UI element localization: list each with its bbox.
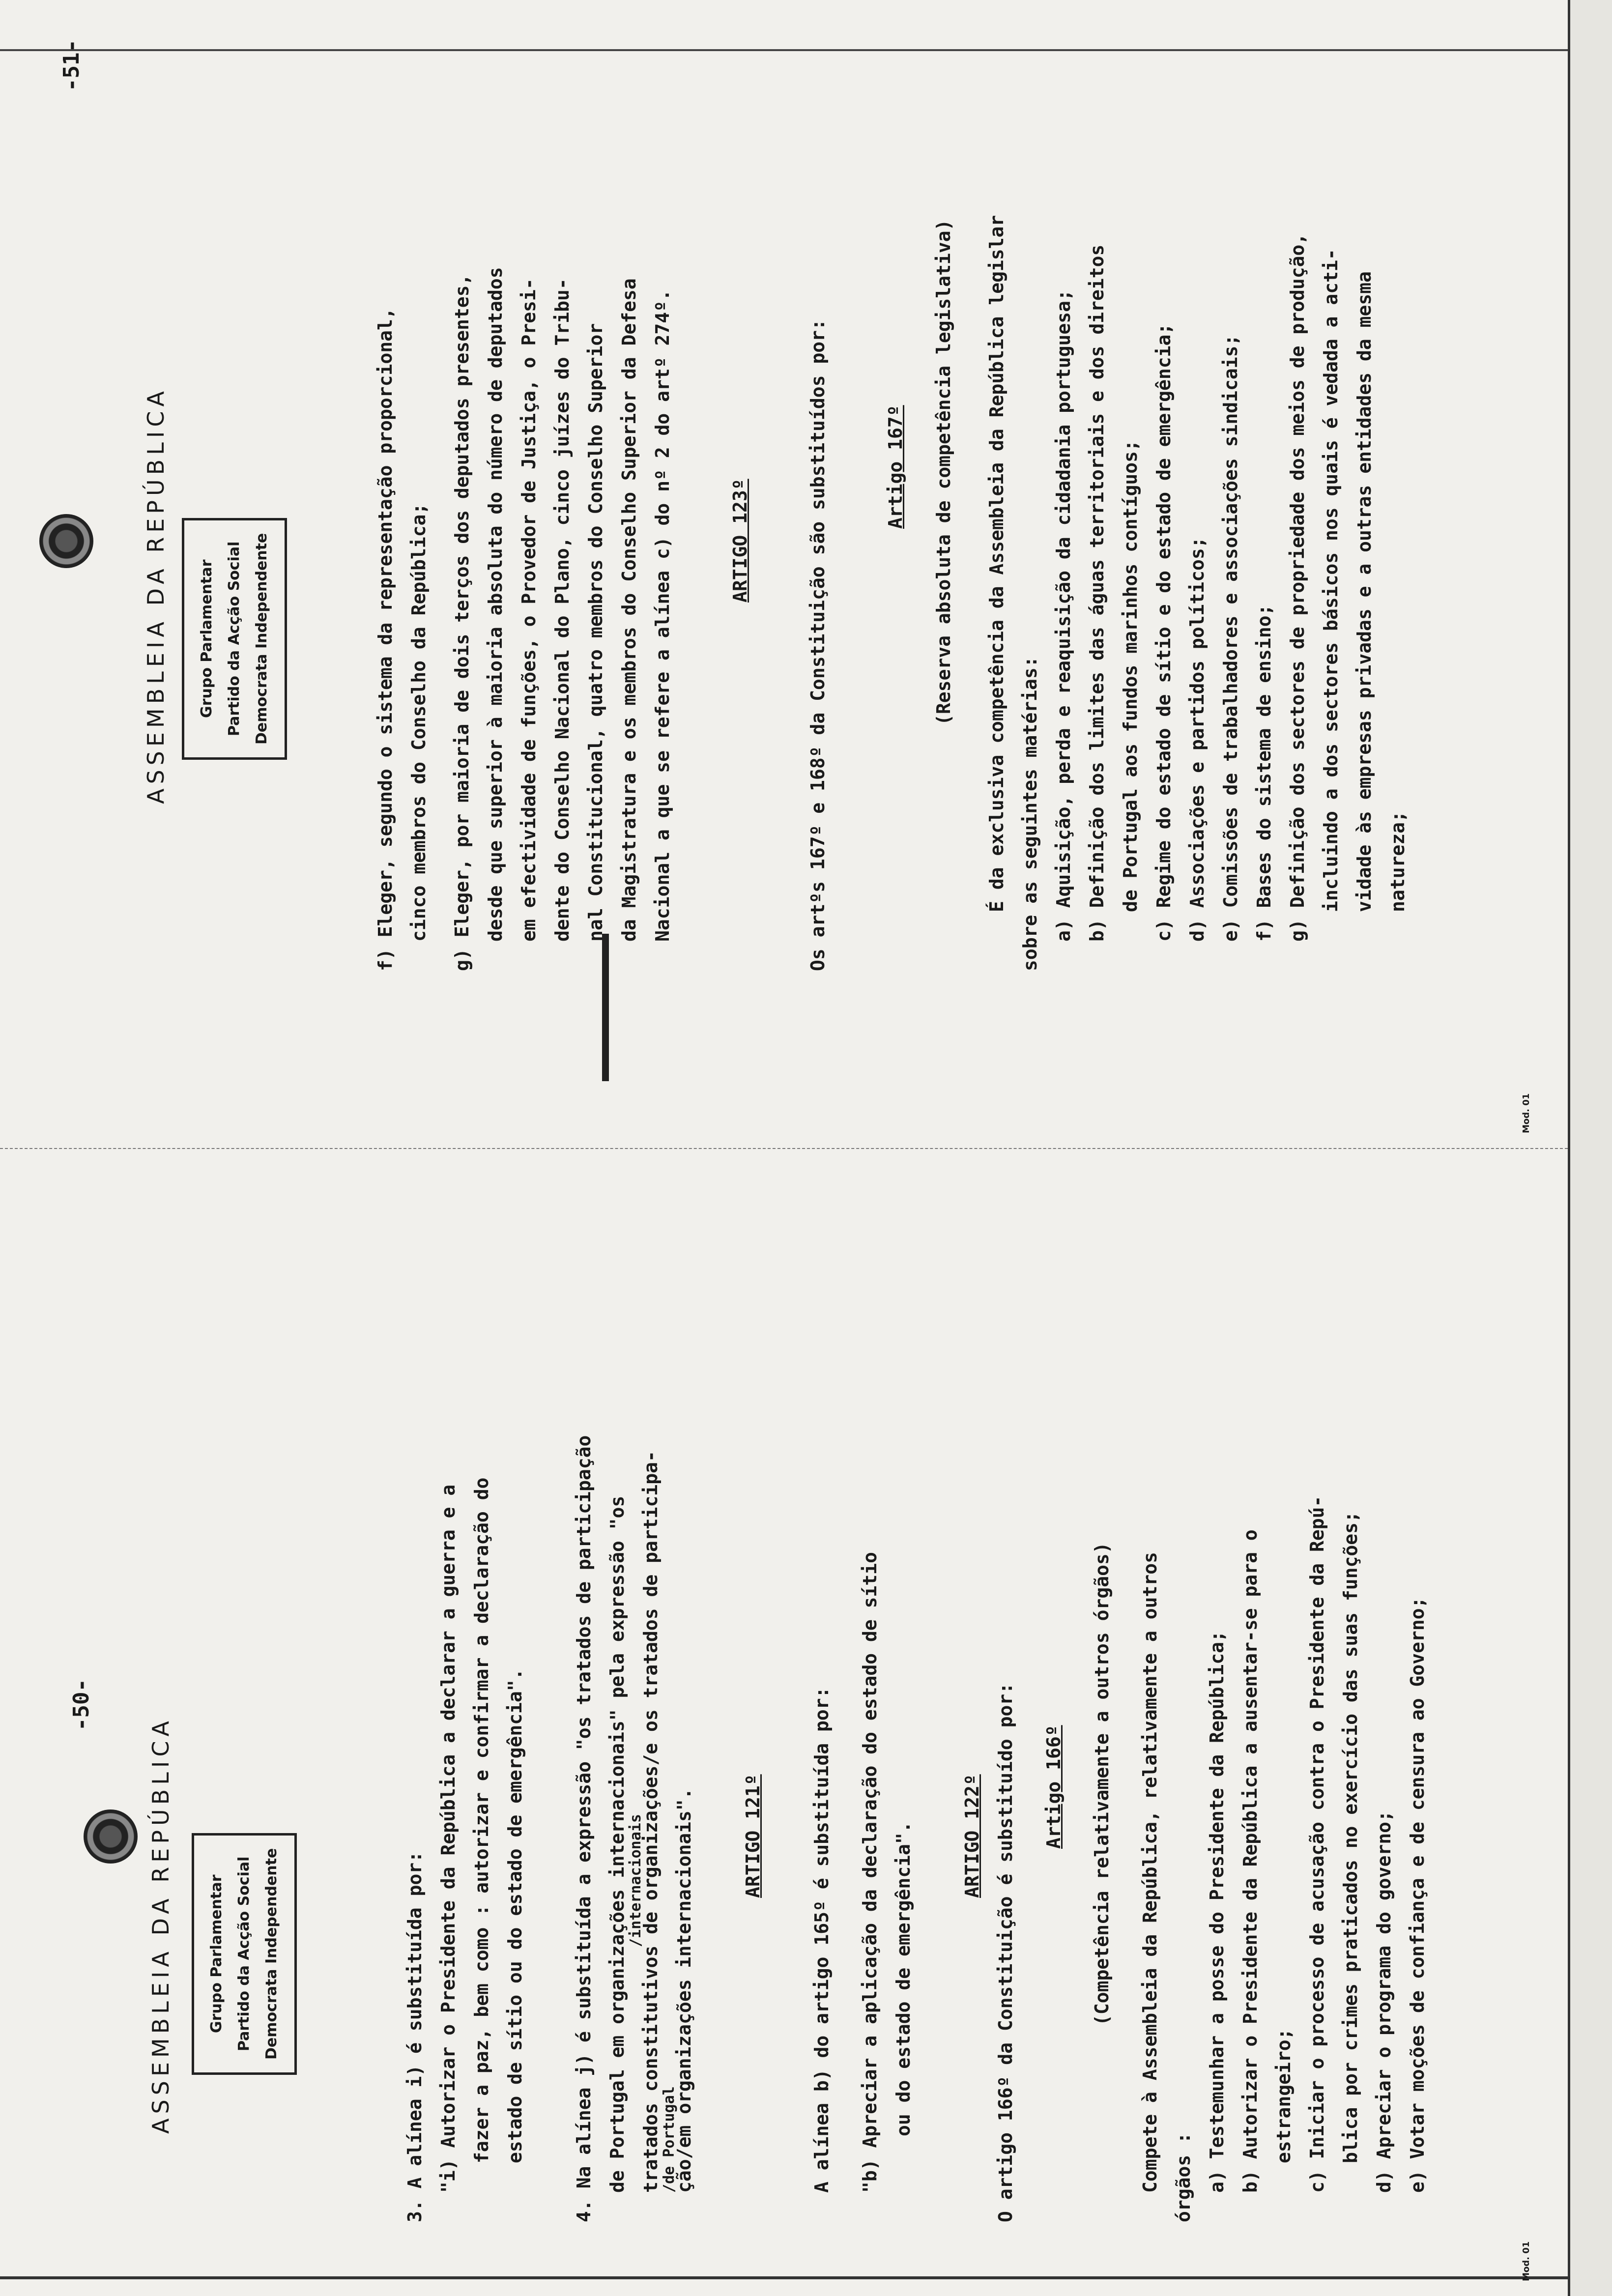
text-line: f) Bases do sistema de ensino; <box>1253 604 1275 942</box>
assembly-header-title: ASSEMBLEIA DA REPÚBLICA <box>147 1716 174 2134</box>
text-line: nal Constitucional, quatro membros do Conselho Superior <box>585 323 606 942</box>
text-line: "b) Apreciar a aplicação da declaração do estado de sítio <box>859 1551 881 2193</box>
interlinear-insertion: /internacionais <box>627 1814 644 1947</box>
page-number: -51- <box>59 39 84 91</box>
text-line: f) Eleger, segundo o sistema da representação proporcional, <box>374 308 396 971</box>
text-line: b) Definição dos limites das águas territoriais e dos direitos <box>1086 244 1108 942</box>
text-line: ou do estado de emergência". <box>892 1821 914 2136</box>
group-line-1: Grupo Parlamentar <box>208 1874 225 2034</box>
text-line: órgãos : <box>1173 2132 1194 2222</box>
text-line: Compete à Assembleia da República, relativamente a outros <box>1139 1551 1161 2193</box>
text-line: em efectividade de funções, o Provedor de Justiça, o Presi- <box>518 278 540 942</box>
text-line: Nacional a que se refere a alínea c) do nº 2 do artº 274º. <box>652 289 673 942</box>
article-heading: ARTIGO 123º <box>729 479 751 603</box>
text-line: a) Aquisição, perda e reaquisição da cidadania portuguesa; <box>1053 289 1074 942</box>
text-line: 4. Na alínea j) é substituída a expressão "os tratados de participação <box>573 1435 595 2222</box>
text-line: "i) Autorizar o Presidente da República a declarar a guerra e a <box>437 1484 459 2193</box>
coat-of-arms-emblem-icon <box>84 1809 138 1864</box>
group-line-1: Grupo Parlamentar <box>198 559 215 718</box>
article-subtitle: (Competência relativamente a outros órgãos) <box>1091 1542 1113 2026</box>
text-line: d) Associações e partidos políticos; <box>1186 537 1208 942</box>
text-line: g) Eleger, por maioria de dois terços dos deputados presentes, <box>451 274 473 971</box>
form-model-mark: Mod. 01 <box>1521 1093 1531 1133</box>
text-line: Os artºs 167º e 168º da Constituição são substituídos por: <box>807 319 829 971</box>
text-line: tratados constitutivos de organizações/e os tratados de participa- <box>640 1451 662 2193</box>
page-51 <box>0 0 1563 1148</box>
text-line: vidade às empresas privadas e a outras entidades da mesma <box>1353 271 1375 912</box>
group-line-3: Democrata Independente <box>253 533 270 745</box>
group-line-2: Partido da Acção Social <box>235 1856 253 2052</box>
text-line: blica por crimes praticados no exercício das suas funções; <box>1340 1511 1361 2163</box>
text-line: estado de sítio ou do estado de emergência". <box>504 1668 526 2163</box>
page-number: -50- <box>69 1679 94 1731</box>
article-heading: ARTIGO 121º <box>742 1774 764 1898</box>
page-50-body <box>398 1435 1434 2222</box>
text-line: c) Regime do estado de sítio e do estado de emergência; <box>1153 323 1175 942</box>
text-line: ção/em organizações internacionais". <box>673 1788 695 2193</box>
text-line: desde que superior à maioria absoluta do número de deputados <box>485 267 506 942</box>
text-line: O artigo 166º da Constituição é substituído por: <box>995 1682 1016 2222</box>
parliamentary-group-box <box>182 518 287 760</box>
text-line: 3. A alínea i) é substituída por: <box>404 1851 426 2222</box>
article-subtitle: (Reserva absoluta de competência legislativa) <box>933 219 954 725</box>
text-line: É da exclusiva competência da Assembleia da República legislar <box>986 215 1008 912</box>
text-line: a) Testemunhar a posse do Presidente da República; <box>1206 1631 1228 2193</box>
article-subheading: Artigo 167º <box>885 405 906 529</box>
coat-of-arms-emblem-icon <box>39 514 93 568</box>
assembly-header-title: ASSEMBLEIA DA REPÚBLICA <box>143 386 169 804</box>
text-line: natureza; <box>1387 811 1409 912</box>
text-line: sobre as seguintes matérias: <box>1019 656 1041 971</box>
scan-right-margin <box>1568 0 1612 2296</box>
page-50 <box>0 1148 1563 2296</box>
article-heading: ARTIGO 122º <box>961 1774 983 1898</box>
text-line: e) Votar moções de confiança e de censura ao Governo; <box>1407 1597 1428 2193</box>
text-line: cinco membros do Conselho da República; <box>408 503 430 942</box>
article-subheading: Artigo 166º <box>1043 1725 1065 1849</box>
text-line: g) Definição dos sectores de propriedade dos meios de produção, <box>1287 233 1308 942</box>
text-line: estrangeiro; <box>1273 2028 1295 2163</box>
parliamentary-group-box <box>192 1833 297 2075</box>
text-line-with-insertion <box>661 1435 701 2222</box>
text-line: d) Apreciar o programa do governo; <box>1373 1810 1395 2193</box>
text-line: e) Comissões de trabalhadores e associações sindicais; <box>1220 334 1241 942</box>
text-line: b) Autorizar o Presidente da República a ausentar-se para o <box>1239 1529 1261 2193</box>
interlinear-insertion: /de Portugal <box>661 2086 678 2193</box>
text-line: c) Iniciar o processo de acusação contra o Presidente da Repú- <box>1306 1495 1328 2193</box>
group-line-2: Partido da Acção Social <box>226 541 243 737</box>
text-line: da Magistratura e os membros do Conselho Superior da Defesa <box>618 278 640 942</box>
text-line: de Portugal em organizações internacionais" pela expressão "os <box>606 1495 628 2193</box>
text-line: incluindo a dos sectores básicos nos quais é vedada a acti- <box>1320 249 1342 912</box>
group-line-3: Democrata Independente <box>263 1848 280 2060</box>
text-line: fazer a paz, bem como : autorizar e confirmar a declaração do <box>471 1477 492 2163</box>
text-line: A alínea b) do artigo 165º é substituída por: <box>811 1687 833 2193</box>
text-line: dente do Conselho Nacional do Plano, cinco juízes do Tribu- <box>551 278 573 942</box>
text-line: de Portugal aos fundos marinhos contíguos; <box>1120 440 1141 912</box>
form-model-mark: Mod. 01 <box>1521 2241 1531 2281</box>
page-51-body <box>369 215 1414 971</box>
